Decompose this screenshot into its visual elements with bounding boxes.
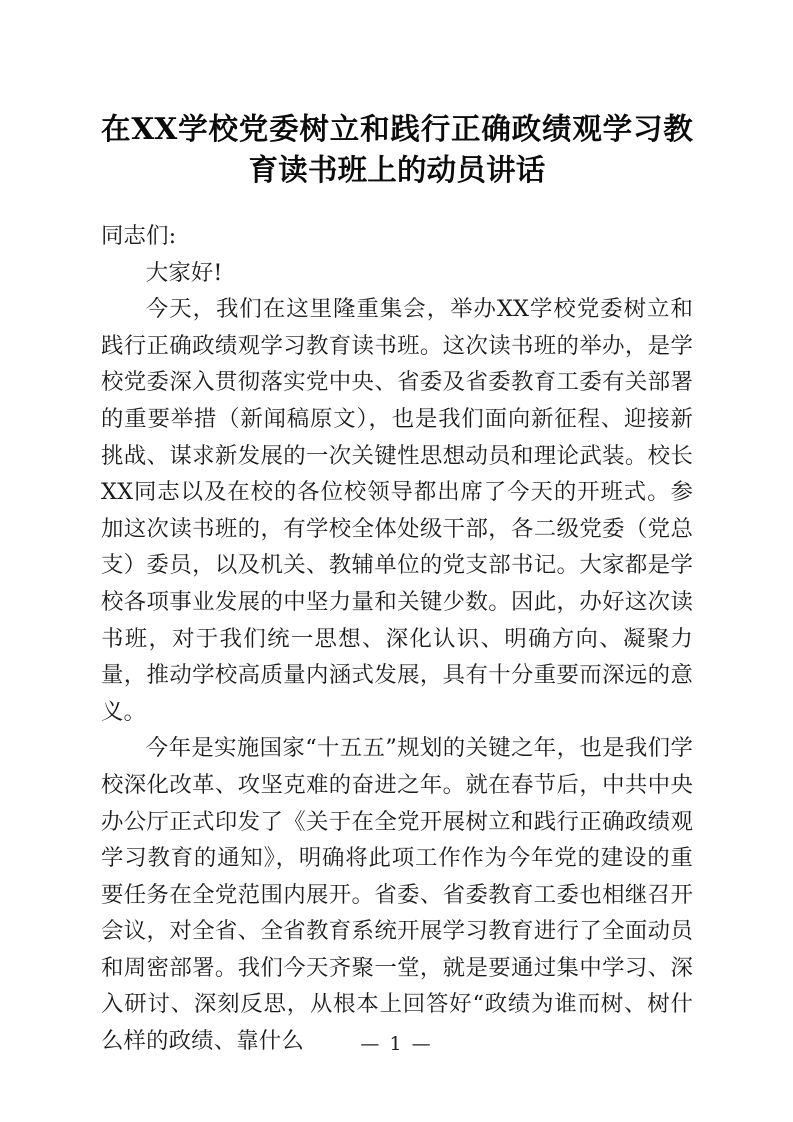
- salutation-line: 同志们:: [101, 223, 177, 249]
- document-body: [101, 218, 693, 1060]
- body-paragraph-1: 今天，我们在这里隆重集会，举办XX学校党委树立和践行正确政绩观学习教育读书班。这次读书班的举办，是学校党委深入贯彻落实党中央、省委及省委教育工委有关部署的重要举措（新闻稿原文），也是我们面向新征程、迎接新挑战、谋求新发展的一次关键性思想动员和理论武装。校长XX同志以及在校的各位校领导都出席了今天的开班式。参加这次读书班的，有学校全体处级干部，各二级党委（党总支）委员，以及机关、教辅单位的党支部书记。大家都是学校各项事业发展的中坚力量和关键少数。因此，办好这次读书班，对于我们统一思想、深化认识、明确方向、凝聚力量，推动学校高质量内涵式发展，具有十分重要而深远的意义。: [101, 296, 693, 725]
- page-number-footer: — 1 —: [360, 1033, 433, 1055]
- page-title: 在XX学校党委树立和践行正确政绩观学习教育读书班上的动员讲话: [101, 111, 693, 187]
- document-content: [101, 0, 693, 1060]
- body-paragraph-2: 今年是实施国家“十五五”规划的关键之年，也是我们学校深化改革、攻坚克难的奋进之年。就在春节后，中共中央办公厅正式印发了《关于在全党开展树立和践行正确政绩观学习教育的通知》，明确将此项工作作为今年党的建设的重要任务在全党范围内展开。省委、省委教育工委也相继召开会议，对全省、全省教育系统开展学习教育进行了全面动员和周密部署。我们今天齐聚一堂，就是要通过集中学习、深入研讨、深刻反思，从根本上回答好“政绩为谁而树、树什么样的政绩、靠什么: [101, 735, 693, 1055]
- greeting-line: 大家好!: [145, 259, 223, 286]
